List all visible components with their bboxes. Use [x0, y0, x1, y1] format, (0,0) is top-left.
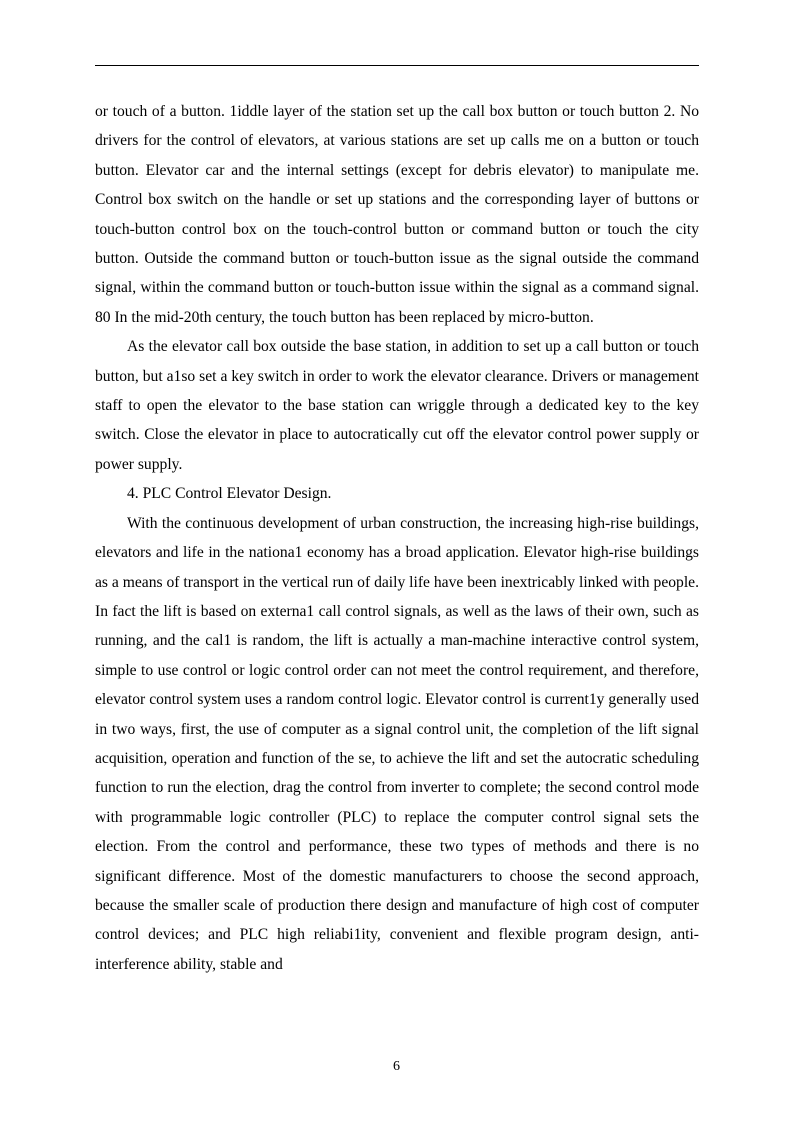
section-heading: 4. PLC Control Elevator Design. — [127, 485, 332, 503]
paragraph-2: As the elevator call box outside the base station, in addition to set up a call button or touch button, but a1so set a key switch in order to work the elevator clearance. Drivers or management staff to open the elevator to the base station can wriggle through a dedicated key to the key switch. Close the elevator in place to autocratically cut off the elevator control power supply or power supply. — [95, 338, 699, 473]
page-number: 6 — [393, 1059, 400, 1074]
paragraph-1: or touch of a button. 1iddle layer of the station set up the call box button or touch button 2. No drivers for the control of elevators, at various stations are set up calls me on a button or touch button. Elevator car and the internal settings (except for debris elevator) to manipulate me. Control box switch on the handle or set up stations and the corresponding layer of buttons or touch-button control box on the touch-control button or command button or touch the city button. Outside the command button or touch-button issue as the signal outside the command signal, within the command button or touch-button issue within the signal as a command signal. 80 In the mid-20th century, the touch button has been replaced by micro-button. — [95, 103, 699, 326]
body-text — [95, 97, 699, 979]
header-rule — [95, 65, 699, 66]
paragraph-3: With the continuous development of urban construction, the increasing high-rise buildings, elevators and life in the nationa1 economy has a broad application. Elevator high-rise buildings as a means of transport in the vertical run of daily life have been inextricably linked with people. In fact the lift is based on externa1 call control signals, as well as the laws of their own, such as running, and the cal1 is random, the lift is actually a man-machine interactive control system, simple to use control or logic control order can not meet the control requirement, and therefore, elevator control system uses a random control logic. Elevator control is current1y generally used in two ways, first, the use of computer as a signal control unit, the completion of the lift signal acquisition, operation and function of the se, to achieve the lift and set the autocratic scheduling function to run the election, drag the control from inverter to complete; the second control mode with programmable logic controller (PLC) to replace the computer control signal sets the election. From the control and performance, these two types of methods and there is no significant difference. Most of the domestic manufacturers to choose the second approach, because the smaller scale of production there design and manufacture of high cost of computer control devices; and PLC high reliabi1ity, convenient and flexible program design, anti-interference ability, stable and — [95, 514, 699, 973]
